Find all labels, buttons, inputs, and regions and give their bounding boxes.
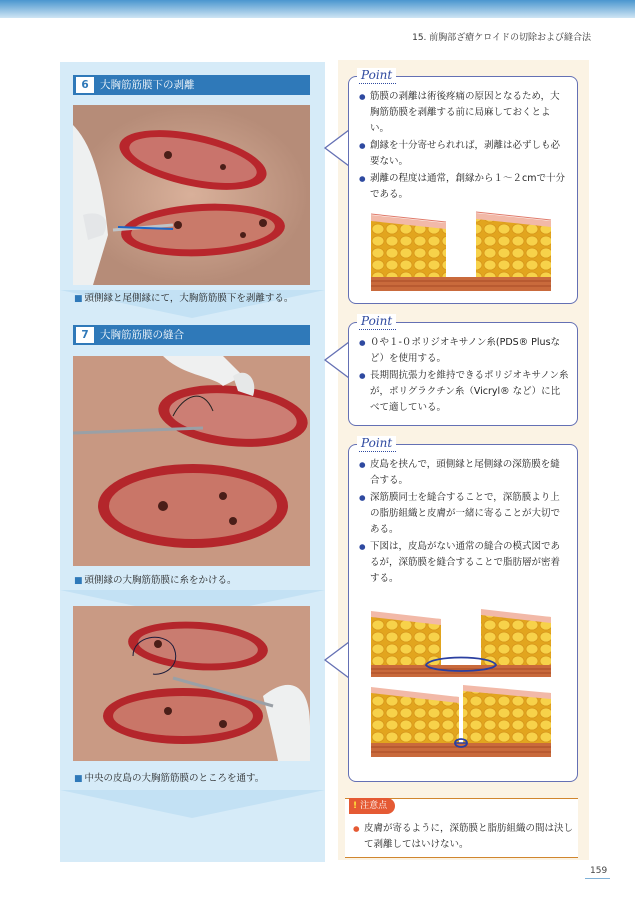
running-header: 15. 前胸部ざ瘡ケロイドの切除および縫合法 <box>412 33 591 43</box>
point-title: Point <box>357 68 396 82</box>
bullet-item: ● 剥離の程度は通常，創縁から１～２cmで十分である。 <box>359 171 569 203</box>
bullet-item: ● 皮島を挟んで，頭側縁と尾側縁の深筋膜を縫合する。 <box>359 457 569 489</box>
suture-diagram-closed <box>371 683 551 757</box>
bullet-item: ● 下図は，皮島がない通常の縫合の模式図であるが，深筋膜を縫合することで脂肪層が密着する。 <box>359 539 569 587</box>
tissue-diagram <box>371 211 551 291</box>
surgery-photo <box>73 606 310 761</box>
section-title: 大胸筋筋膜の縫合 <box>100 329 184 341</box>
bullet-item: ● 創縁を十分寄せられれば，剥離は必ずしも必要ない。 <box>359 138 569 170</box>
point-title: Point <box>357 314 396 328</box>
callout-pointer <box>323 340 351 380</box>
section-number: 6 <box>76 77 94 93</box>
section-heading <box>73 325 310 345</box>
caution-title: ! 注意点 <box>349 798 395 814</box>
bullet-item: ● 筋膜の剥離は術後疼痛の原因となるため，大胸筋筋膜を剥離する前に局麻しておくとよい。 <box>359 89 569 137</box>
caution-box <box>345 798 578 858</box>
surgery-photo <box>73 105 310 285</box>
page-number: 159 <box>590 866 608 876</box>
figure-caption: ■ 頭側縁の大胸筋筋膜に糸をかける。 <box>74 575 237 586</box>
point-box <box>348 436 578 782</box>
figure-caption: ■ 頭側縁と尾側縁にて，大胸筋筋膜下を剥離する。 <box>74 293 294 304</box>
bullet-item: ● 深筋膜同士を縫合することで，深筋膜より上の脂肪組織と皮膚が一緒に寄ることが大切である。 <box>359 490 569 538</box>
section-number: 7 <box>76 327 94 343</box>
bullet-item: ● ０や１-０ポリジオキサノン糸(PDS® Plusなど）を使用する。 <box>359 335 569 367</box>
figure-caption: ■ 中央の皮島の大胸筋筋膜のところを通す。 <box>74 773 265 784</box>
callout-pointer <box>323 128 351 168</box>
square-bullet-icon: ■ <box>74 294 83 304</box>
point-box <box>348 68 578 304</box>
flow-chevron <box>60 790 325 820</box>
surgery-photo <box>73 356 310 566</box>
top-band <box>0 0 635 18</box>
suture-diagram-open <box>371 607 551 677</box>
square-bullet-icon: ■ <box>74 576 83 586</box>
warning-icon: ! <box>353 801 358 811</box>
section-title: 大胸筋筋膜下の剥離 <box>100 79 195 91</box>
callout-pointer <box>323 640 351 680</box>
point-title: Point <box>357 436 396 450</box>
bullet-item: ● 皮膚が寄るように，深筋膜と脂肪組織の間は決して剥離してはいけない。 <box>353 821 575 853</box>
bullet-item: ● 長期間抗張力を維持できるポリジオキサノン糸が，ポリグラクチン糸（Vicryl® など）に比べて適している。 <box>359 368 569 416</box>
square-bullet-icon: ■ <box>74 774 83 784</box>
point-box <box>348 314 578 426</box>
section-heading <box>73 75 310 95</box>
